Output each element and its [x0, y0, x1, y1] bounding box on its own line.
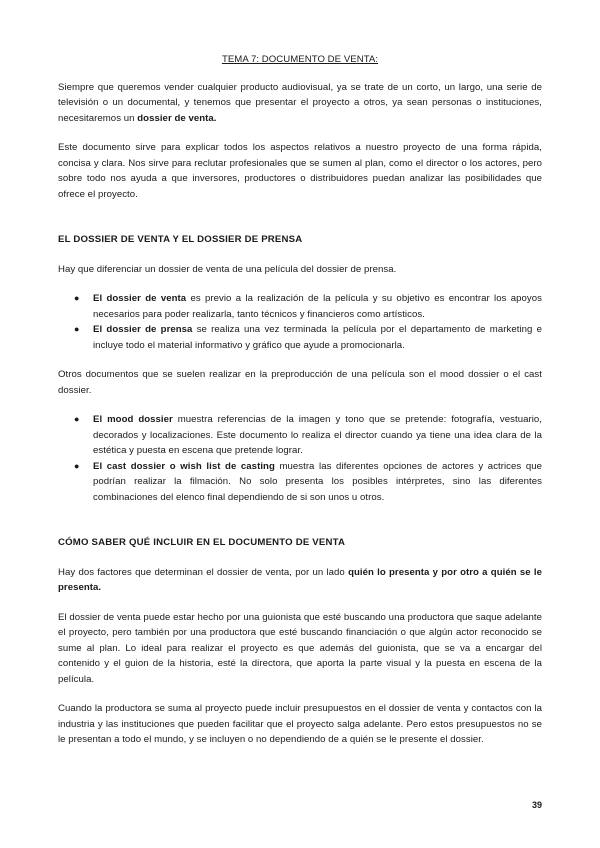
- list-item-term: El cast dossier o wish list de casting: [93, 460, 275, 472]
- document-page: [58, 52, 542, 748]
- list-item-text: muestra las diferentes opciones de actores y actrices que podrían realizar la filmación. No solo presenta los posibles intérpretes, sino las diferentes combinaciones del elenco final dependiendo de si son unos u otros.: [93, 460, 542, 503]
- intro-bold-term: dossier de venta.: [137, 112, 217, 124]
- list-item: [58, 412, 542, 459]
- section1-paragraph-1: Hay que diferenciar un dossier de venta de una película del dossier de prensa.: [58, 263, 397, 275]
- document-title: TEMA 7: DOCUMENTO DE VENTA:: [221, 54, 379, 65]
- list-item: [58, 291, 542, 322]
- section1-paragraph-2: Otros documentos que se suelen realizar en la preproducción de una película son el mood dossier o el cast dossier.: [58, 369, 542, 396]
- bullet-icon: ●: [74, 293, 80, 303]
- intro-text: Siempre que queremos vender cualquier producto audiovisual, ya se trate de un corto, un largo, una serie de televisión o un documental, y tenemos que presentar el proyecto a otros, ya sean personas o instituciones, necesitaremos un: [58, 81, 542, 124]
- list-item-term: El mood dossier: [93, 414, 173, 425]
- bullet-list-dossiers: [58, 291, 542, 353]
- intro-paragraph-2: Este documento sirve para explicar todos los aspectos relativos a nuestro proyecto de una forma rápida, concisa y clara. Nos sirve para reclutar profesionales que se sumen al plan, como el director o los actores, pero sobre todo nos ayuda a que inversores, productores o distribuidores puedan analizar las posibilidades que ofrece el proyecto.: [58, 142, 542, 200]
- list-item-text: muestra referencias de la imagen y tono que se pretende: fotografía, vestuario, decorados y localizaciones. Este documento lo realiza el director cuando ya tiene una idea clara de la estética y puesta en escena que pretende lograr.: [93, 414, 542, 456]
- list-item: [58, 459, 542, 506]
- list-item-term: El dossier de prensa: [93, 324, 193, 335]
- list-item-text: se realiza una vez terminada la película por el departamento de marketing e incluye todo el material informativo y gráfico que ayude a promocionarla.: [93, 324, 543, 351]
- list-item: [58, 322, 542, 353]
- page-number: 39: [531, 800, 542, 810]
- bullet-icon: ●: [74, 414, 80, 424]
- list-item-term: El dossier de venta: [93, 293, 187, 304]
- bullet-icon: ●: [74, 324, 80, 334]
- intro-paragraph-1: [58, 80, 542, 127]
- section2-paragraph-3: Cuando la productora se suma al proyecto puede incluir presupuestos en el dossier de venta y contactos con la industria y las instituciones que pueden facilitar que el proyecto salga adelante. Pero estos presupuestos no se le presentan a todo el mundo, y se incluyen o no dependiendo de a quién se le presente el dossier.: [58, 703, 542, 745]
- section-heading-que-incluir: CÓMO SABER QUÉ INCLUIR EN EL DOCUMENTO DE VENTA: [58, 537, 346, 548]
- section2-paragraph-1: [58, 565, 542, 596]
- list-item-text: es previo a la realización de la película y su objetivo es encontrar los apoyos necesarios para poder realizarla, tanto técnicos y financieros como artísticos.: [93, 293, 542, 320]
- section2-bold-text: quién lo presenta y por otro a quién se le presenta.: [58, 566, 542, 593]
- bullet-icon: ●: [74, 460, 80, 471]
- section2-paragraph-2: El dossier de venta puede estar hecho por una guionista que esté buscando una productora que saque adelante el proyecto, pero también por una productora que esté buscando financiación o que algún actor reconocido se sume al plan. Lo ideal para realizar el proyecto es que además del guionista, que se va a encargar del contenido y el guion de la historia, esté la directora, que aporta la parte visual y la puesta en escena de la película.: [58, 611, 542, 685]
- section-heading-dossier-venta-prensa: EL DOSSIER DE VENTA Y EL DOSSIER DE PRENSA: [58, 234, 303, 245]
- section2-text: Hay dos factores que determinan el dossier de venta, por un lado: [58, 566, 349, 578]
- bullet-list-preproduction: [58, 412, 542, 505]
